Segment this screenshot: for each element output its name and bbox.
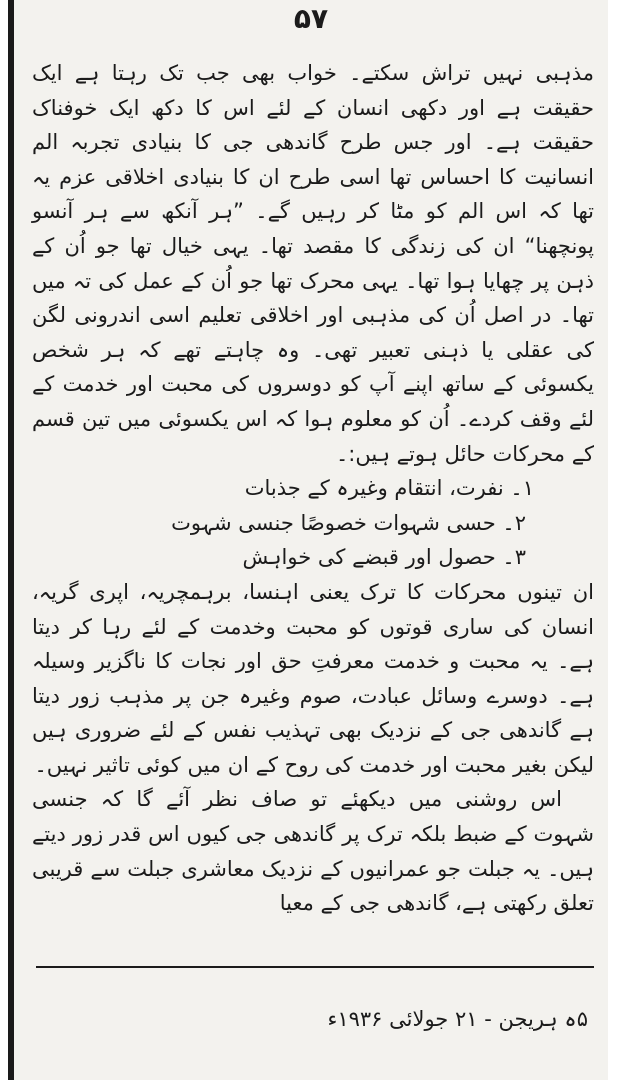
- page-number: ۵۷: [293, 2, 329, 35]
- paragraph-1: مذہبی نہیں تراش سکتے۔ خواب بھی جب تک رہتا ہے ایک حقیقت ہے اور دکھی انسان کے لئے اس کا دکھ ایک خوفناک حقیقت ہے۔ اور جس طرح گاندھی جی کا بنیادی تجربہ الم انسانیت کا احساس تھا اسی طرح ان کا بنیادی اخلاقی عزم یہ تھا کہ اس الم کو مٹا کر رہیں گے۔ ”ہر آنکھ سے ہر آنسو پونچھنا“ ان کی زندگی کا مقصد تھا۔ یہی خیال تھا جو اُن کے ذہن پر چھایا ہوا تھا۔ یہی محرک تھا جو اُن کے عمل کی تہ میں تھا۔ در اصل اُن کی مذہبی اور اخلاقی تعلیم اسی اندرونی لگن کی عقلی یا ذہنی تعبیر تھی۔ وہ چاہتے تھے کہ ہر شخص یکسوئی کے ساتھ اپنے آپ کو دوسروں کی محبت اور خدمت کے لئے وقف کردے۔ اُن کو معلوم ہوا کہ اس یکسوئی میں تین قسم کے محرکات حائل ہوتے ہیں:۔: [32, 61, 594, 466]
- paragraph-3: اس روشنی میں دیکھئے تو صاف نظر آئے گا کہ جنسی شہوت کے ضبط بلکہ ترک پر گاندھی جی کیوں اس قدر زور دیتے ہیں۔ یہ جبلت جو عمرانیوں کے نزدیک معاشری جبلت سے قریبی تعلق رکھتی ہے، گاندھی جی کے معیا: [32, 787, 594, 916]
- list-item: ۲۔ حسی شہوات خصوصًا جنسی شہوت: [171, 510, 526, 535]
- list-item: ۳۔ حصول اور قبضے کی خواہش: [242, 545, 526, 570]
- footnote: ۵ہ ہریجن - ۲۱ جولائی ۱۹۳۶ء: [327, 1007, 588, 1031]
- body-text: [32, 56, 594, 921]
- list-item: ۱۔ نفرت، انتقام وغیرہ کے جذبات: [244, 476, 534, 501]
- impulse-list: [32, 471, 594, 575]
- paragraph-2: ان تینوں محرکات کا ترک یعنی اہنسا، برہمچریہ، اپری گریہ، انسان کی ساری قوتوں کو محبت وخدمت کے لئے رہا کر دیتا ہے۔ یہ محبت و خدمت معرفتِ حق اور نجات کا ناگزیر وسیلہ ہے۔ دوسرے وسائل عبادت، صوم وغیرہ جن پر مذہب زور دیتا ہے گاندھی جی کے نزدیک بھی تہذیب نفس کے لئے ضروری ہیں لیکن بغیر محبت اور خدمت کی روح کے ان میں کوئی تاثیر نہیں۔: [32, 579, 594, 777]
- document-page: [8, 0, 608, 1080]
- footnote-divider: [36, 966, 594, 968]
